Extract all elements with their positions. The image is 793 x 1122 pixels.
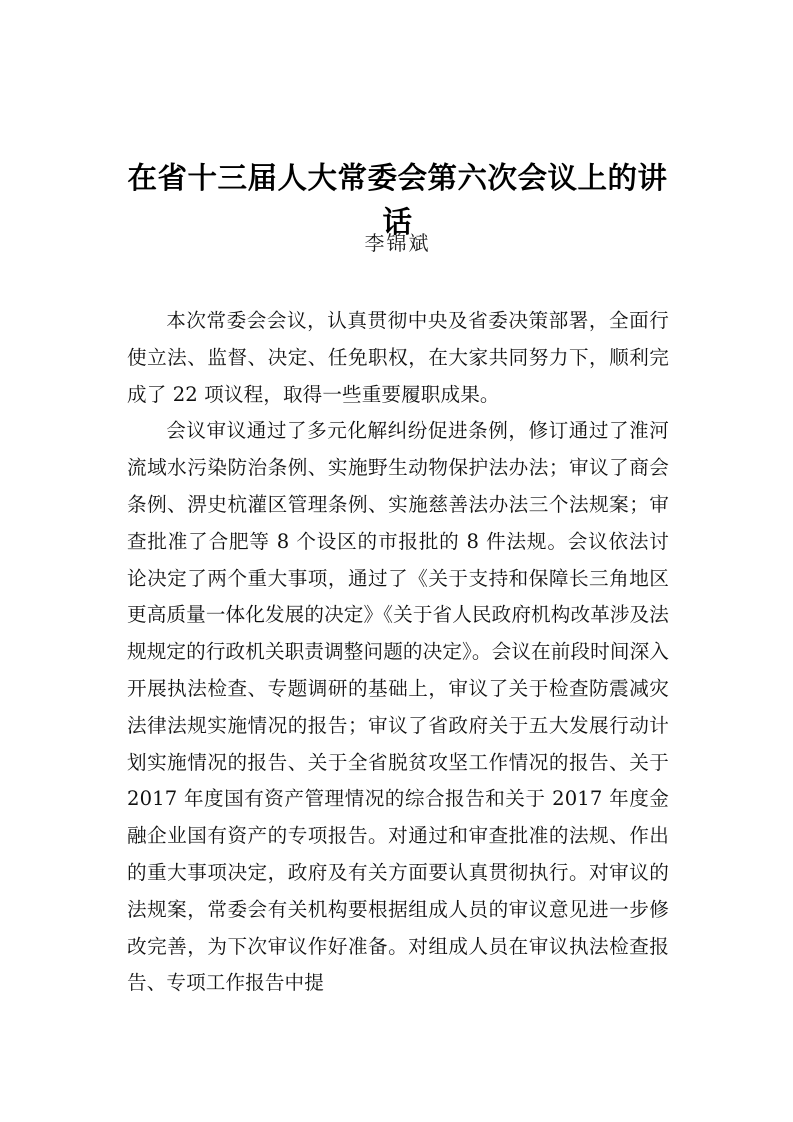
page-title: 在省十三届人大常委会第六次会议上的讲话 — [127, 159, 668, 239]
body-paragraph-1: 本次常委会会议，认真贯彻中央及省委决策部署，全面行使立法、监督、决定、任免职权，在大家共同努力下，顺利完成了 22 项议程，取得一些重要履职成果。 — [127, 309, 669, 406]
document-body — [127, 303, 669, 1002]
author-byline: 李锦斌 — [364, 231, 431, 255]
body-paragraph-2: 会议审议通过了多元化解纠纷促进条例，修订通过了淮河流域水污染防治条例、实施野生动物保护法办法；审议了商会条例、淠史杭灌区管理条例、实施慈善法办法三个法规案；审查批准了合肥等 8 个设区的市报批的 8 件法规。会议依法讨论决定了两个重大事项，通过了《关于支持和保障长三角地区更高质量一体化发展的决定》《关于省人民政府机构改革涉及法规规定的行政机关职责调整问题的决定》。会议在前段时间深入开展执法检查、专题调研的基础上，审议了关于检查防震减灾法律法规实施情况的报告；审议了省政府关于五大发展行动计划实施情况的报告、关于全省脱贫攻坚工作情况的报告、关于 2017 年度国有资产管理情况的综合报告和关于 2017 年度金融企业国有资产的专项报告。对通过和审查批准的法规、作出的重大事项决定，政府及有关方面要认真贯彻执行。对审议的法规案，常委会有关机构要根据组成人员的审议意见进一步修改完善，为下次审议作好准备。对组成人员在审议执法检查报告、专项工作报告中提 — [127, 419, 669, 995]
